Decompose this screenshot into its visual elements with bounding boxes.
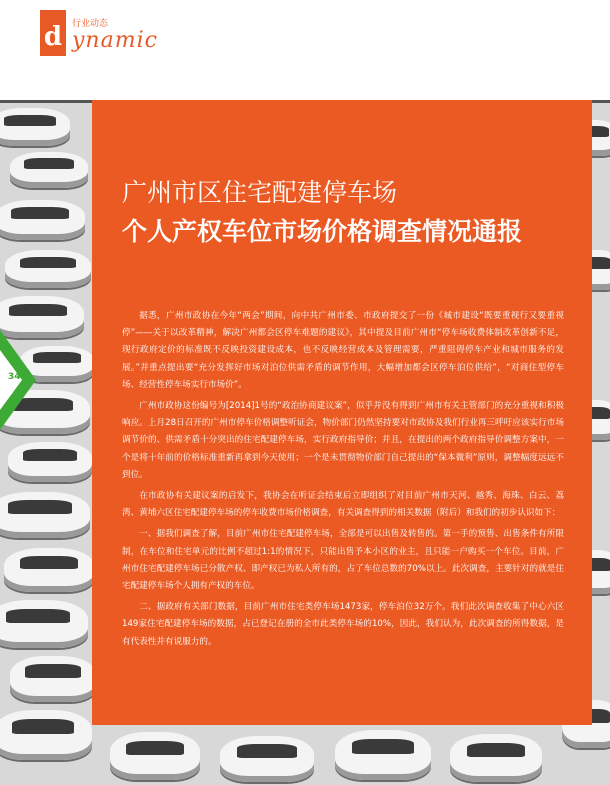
article-body	[122, 308, 564, 655]
article-title-line-1: 广州市区住宅配建停车场	[122, 178, 398, 207]
section-wordmark: ynamic	[72, 28, 158, 53]
paragraph-1: 据悉，广州市政协在今年“两会”期间，向中共广州市委、市政府提交了一份《城市建设“既要重视行又要重视停”——关于以改革精神，解决广州都会区停车难题的建议》，其中提及目前广州市“停车场收费体制改革创新不足，现行政府定价的标准既不反映投资建设成本，也不反映经营成本及管理需要，严重阻碍停车产业和城市服务的发展。”并重点提出要“充分发挥好市场对泊位供需矛盾的调节作用，大幅增加都会区停车泊位供给”，“对商住型停车场、经营性停车场实行市场价”。	[122, 311, 564, 390]
header-initial-badge: d	[40, 10, 66, 56]
paragraph-3: 在市政协有关建议案的启发下，我协会在听证会结束后立即组织了对目前广州市天河、越秀、海珠、白云、荔湾、黄埔六区住宅配建停车场的停车收费市场价格调查，有关调查得到的相关数据（附后）和我们的初步认识如下：	[122, 491, 564, 519]
paragraph-4: 一、据我们调查了解，目前广州市住宅配建停车场，全部是可以出售及转售的。第一手的预售、出售条件有所限制，在车位和住宅单元的比例不超过1:1的情况下，只能出售予本小区的业主，且只能一户购买一个车位。目前，广州市住宅配建停车场已分散产权、即产权已为私人所有的，占了车位总数的70%以上。此次调查，主要针对的就是住宅配建停车场个人拥有产权的车位。	[122, 529, 564, 592]
page-number: 34	[8, 372, 21, 382]
article-title-line-2: 个人产权车位市场价格调查情况通报	[122, 217, 523, 246]
paragraph-2: 广州市政协这份编号为[2014]1号的“政治协商建议案”，似乎并没有得到广州市有关主管部门的充分重视和积极响应。上月28日召开的广州市停车价格调整听证会，物价部门仍然坚持要对市政协及我们行业再三呼吁应该实行市场调节价的、供需矛盾十分突出的住宅配建停车场，实行政府指导价；并且，在提出的两个政府指导价调整方案中，一个是将十年前的价格标准重新再拿到今天使用；一个是未贯彻物价部门自己提出的“保本微利”原则，调整幅度远远不到位。	[122, 401, 564, 480]
section-category: 行业动态	[72, 19, 109, 29]
paragraph-5: 二、据政府有关部门数据，目前广州市住宅类停车场1473家，停车泊位32万个。我们此次调查收集了中心六区149家住宅配建停车场的数据，占已登记在册的全市此类停车场的10%，因此，我们认为，此次调查的所得数据，是有代表性并有说服力的。	[122, 602, 564, 647]
article-panel	[92, 100, 592, 725]
